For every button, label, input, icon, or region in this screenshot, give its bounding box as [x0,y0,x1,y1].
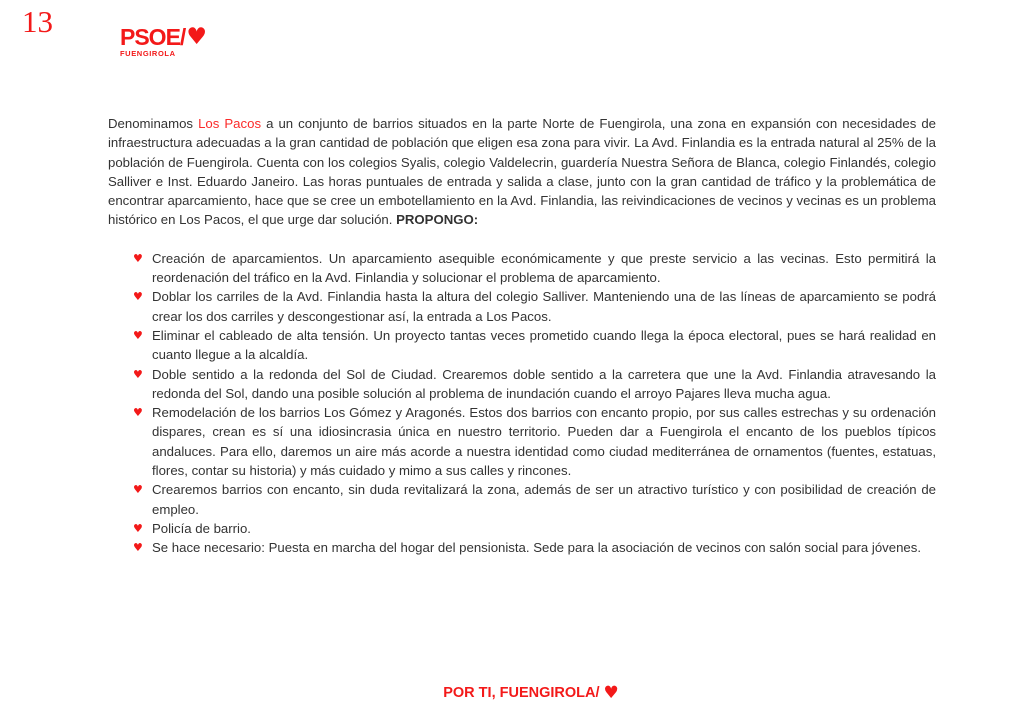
heart-bullet-icon: ♥ [133,251,143,265]
proposal-list [108,249,936,558]
footer-slogan-text: POR TI, FUENGIROLA/ [443,685,600,701]
proposal-item [108,480,936,519]
proposal-item [108,326,936,365]
page-number: 13 [22,4,53,39]
logo-wordmark [120,26,207,49]
heart-icon: ♥ [603,683,619,703]
proposal-item [108,538,936,557]
intro-segment: PROPONGO: [396,212,479,228]
proposal-item-text: Eliminar el cableado de alta tensión. Un proyecto tantas veces prometido cuando llega la época electoral, pues se hará realidad en cuanto llegue a la alcaldía. [152,327,936,363]
proposal-item [108,249,936,288]
psoe-fuengirola-logo [120,26,207,58]
heart-icon: ♥ [186,24,207,50]
footer-slogan [38,683,1024,703]
heart-bullet-icon: ♥ [133,406,143,420]
proposal-item-text: Doblar los carriles de la Avd. Finlandia hasta la altura del colegio Salliver. Manteniendo una de las líneas de aparcamiento se podrá crear los dos carriles y descongestionar así, la entrada a Los Pacos. [152,289,936,324]
heart-bullet-icon: ♥ [133,328,143,342]
heart-bullet-icon: ♥ [133,290,143,304]
proposal-item-text: Policía de barrio. [152,520,251,536]
proposal-item [108,403,936,480]
proposal-item-text: Crearemos barrios con encanto, sin duda revitalizará la zona, además de ser un atractivo turístico y con posibilidad de creación de empleo. [152,482,936,517]
intro-segment: Denominamos [108,116,199,131]
intro-segment: Los Pacos [198,116,262,131]
logo-brand-text: PSOE/ [120,24,186,50]
proposal-item-text: Se hace necesario: Puesta en marcha del hogar del pensionista. Sede para la asociación de vecinos con salón social para jóvenes. [152,540,922,556]
proposal-item [108,365,936,404]
proposal-item-text: Remodelación de los barrios Los Gómez y Aragonés. Estos dos barrios con encanto propio, por sus calles estrechas y su ordenación dispares, crean es sí una idiosincrasia única en nuestro territorio. Pueden dar a Fuengirola el encanto de los pueblos típicos andaluces. Para ello, daremos un aire más acorde a nuestra identidad como ciudad mediterránea de ornamentos (fuentes, estatuas, flores, contar su historia) y más cuidado y mimo a sus calles y rincones. [152,405,936,479]
heart-bullet-icon: ♥ [133,541,143,555]
logo-subtitle: FUENGIROLA [120,49,176,58]
intro-paragraph [108,114,936,230]
heart-bullet-icon: ♥ [133,483,143,497]
page-content [108,114,936,558]
proposal-item-text: Doble sentido a la redonda del Sol de Ciudad. Crearemos doble sentido a la carretera que une la Avd. Finlandia atravesando la redonda del Sol, dando una posible solución al problema de inundación cuando el arroyo Pajares lleva mucha agua. [152,366,936,401]
proposal-item-text: Creación de aparcamientos. Un aparcamiento asequible económicamente y que preste servicio a las vecinas. Esto permitirá la reordenación del tráfico en la Avd. Finlandia y solucionar el problema de aparcamiento. [152,250,936,286]
proposal-item [108,287,936,326]
heart-bullet-icon: ♥ [133,521,143,535]
heart-bullet-icon: ♥ [133,367,143,381]
proposal-item [108,519,936,538]
intro-segment: a un conjunto de barrios situados en la parte Norte de Fuengirola, una zona en expansión con necesidades de infraestructura adecuadas a la gran cantidad de población que eligen esa zona para vivir. La Avd. Finlandia es la entrada natural al 25% de la población de Fuengirola. Cuenta con los colegios Syalis, colegio Valdelecrin, guardería Nuestra Señora de Blanca, colegio Finlandés, colegio Salliver e Inst. Eduardo Janeiro. Las horas puntuales de entrada y salida a clase, junto con la gran cantidad de tráfico y la problemática de encontrar aparcamiento, hace que se cree un embotellamiento en la Avd. Finlandia, las reivindicaciones de vecinos y vecinas es un problema histórico en Los Pacos, el que urge dar solución. [108,116,937,228]
